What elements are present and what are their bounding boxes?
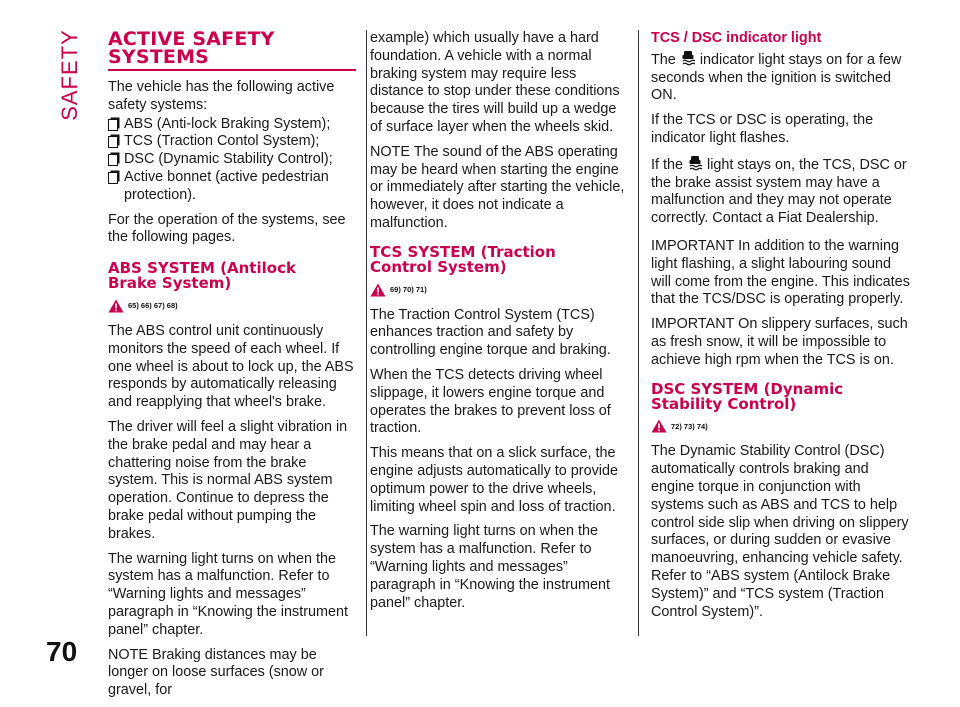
abs-heading-line1: ABS SYSTEM (Antilock	[108, 259, 296, 278]
important-paragraph-2: IMPORTANT On slippery surfaces, such as fresh snow, it will be impossible to achieve high rpm when the TCS is on.	[651, 316, 908, 368]
intro-paragraph: The vehicle has the following active safety systems:	[108, 79, 335, 113]
warning-triangle-icon	[370, 283, 386, 297]
abs-heading-line2: Brake System)	[108, 274, 232, 293]
column-divider-1	[366, 30, 367, 636]
indicator-paragraph-3	[651, 155, 911, 228]
page-title-line2: SYSTEMS	[108, 46, 210, 68]
warning-triangle-icon	[108, 299, 124, 313]
indicator-p3-prefix: If the	[651, 156, 683, 173]
dsc-warning-refs	[651, 418, 911, 436]
abs-paragraph-2: The driver will feel a slight vibration in the brake pedal and may hear a chattering noise from the brake system. This is normal ABS system operation. Continue to depress the brake pedal without pumping the brakes.	[108, 418, 348, 542]
see-pages-paragraph: For the operation of the systems, see the following pages.	[108, 211, 346, 246]
list-item	[108, 169, 356, 205]
indicator-p1-prefix: The	[651, 51, 676, 68]
dsc-heading-line2: Stability Control)	[651, 394, 797, 413]
warning-references: 65) 66) 67) 68)	[128, 301, 178, 311]
list-item	[108, 116, 356, 134]
title-underline	[108, 69, 356, 71]
list-item-text: TCS (Traction Contol System);	[124, 133, 320, 150]
important-paragraph-1: IMPORTANT In addition to the warning light flashing, a slight labouring sound will come from the engine. This indicates that the TCS/DSC is operating properly.	[651, 237, 910, 308]
warning-triangle-icon	[651, 419, 667, 433]
dsc-heading-line1: DSC SYSTEM (Dynamic	[651, 379, 844, 398]
list-item	[108, 151, 356, 169]
tcs-heading-line2: Control System)	[370, 257, 507, 276]
dsc-heading	[651, 379, 911, 413]
section-label: SAFETY	[57, 29, 82, 121]
tcs-heading	[370, 242, 628, 276]
indicator-p1-text: indicator light stays on for a few seconds when the ignition is switched ON.	[651, 51, 902, 104]
checkbox-bullet-icon	[108, 172, 118, 184]
tcs-dsc-indicator-icon	[681, 50, 695, 66]
list-item-text: DSC (Dynamic Stability Control);	[124, 151, 333, 168]
column-1	[108, 30, 356, 707]
checkbox-bullet-icon	[108, 119, 118, 131]
column-divider-2	[638, 30, 639, 636]
abs-paragraph-3: The warning light turns on when the system has a malfunction. Refer to “Warning lights and messages” paragraph in “Knowing the instrument panel” chapter.	[108, 550, 348, 638]
systems-list	[108, 116, 356, 205]
indicator-heading: TCS / DSC indicator light	[651, 30, 822, 46]
indicator-paragraph-1	[651, 50, 911, 105]
abs-paragraph-4: NOTE Braking distances may be longer on loose surfaces (snow or gravel, for	[108, 646, 324, 699]
tcs-paragraph-1: The Traction Control System (TCS) enhances traction and safety by controlling engine torque and braking.	[370, 306, 611, 359]
tcs-heading-line1: TCS SYSTEM (Traction	[370, 242, 556, 261]
page-number: 70	[46, 636, 78, 667]
section-side-tab	[50, 30, 90, 120]
tcs-paragraph-3: This means that on a slick surface, the engine adjusts automatically to provide optimum power to the drive wheels, limiting wheel spin and loss of traction.	[370, 445, 618, 515]
abs-heading	[108, 261, 356, 291]
list-item	[108, 133, 356, 151]
column-3	[651, 30, 911, 628]
dsc-paragraph-1: The Dynamic Stability Control (DSC) automatically controls braking and engine torque in conjunction with systems such as ABS and TCS to help control side slip when driving on slippery surfaces, or during sudden or evasive manoeuvring, enhancing vehicle safety. Refer to “ABS system (Antilock Brake System)” and “TCS system (Traction Control System)”.	[651, 443, 909, 620]
warning-references: 72) 73) 74)	[671, 421, 708, 431]
continued-paragraph: example) which usually have a hard foundation. A vehicle with a normal braking system may require less distance to stop under these conditions because the tires will build up a wedge of surface layer when the wheels skid.	[370, 30, 620, 135]
tcs-warning-refs	[370, 281, 628, 299]
indicator-p3-text: light stays on, the TCS, DSC or the brake assist system may have a malfunction and they may not operate correctly. Contact a Fiat Dealership.	[651, 156, 907, 227]
abs-note-paragraph: NOTE The sound of the ABS operating may be heard when starting the engine or immediately after starting the vehicle, however, it does not indicate a malfunction.	[370, 143, 625, 231]
tcs-dsc-indicator-icon	[688, 155, 702, 171]
abs-paragraph-1: The ABS control unit continuously monitors the speed of each wheel. If one wheel is about to lock up, the ABS responds by automatically releasing and reapplying that wheel's brake.	[108, 322, 354, 411]
column-2	[370, 30, 628, 619]
tcs-paragraph-4: The warning light turns on when the system has a malfunction. Refer to “Warning lights and messages” paragraph in “Knowing the instrument panel” chapter.	[370, 523, 610, 611]
page-title-line1: ACTIVE SAFETY	[108, 28, 275, 50]
list-item-text: Active bonnet (active pedestrian protection).	[124, 168, 329, 203]
warning-references: 69) 70) 71)	[390, 284, 427, 294]
tcs-paragraph-2: When the TCS detects driving wheel slippage, it lowers engine torque and operates the brakes to prevent loss of traction.	[370, 366, 611, 437]
page-title	[108, 30, 356, 66]
indicator-paragraph-2: If the TCS or DSC is operating, the indicator light flashes.	[651, 112, 874, 146]
abs-warning-refs	[108, 297, 356, 315]
checkbox-bullet-icon	[108, 154, 118, 166]
list-item-text: ABS (Anti-lock Braking System);	[124, 115, 331, 132]
checkbox-bullet-icon	[108, 136, 118, 148]
